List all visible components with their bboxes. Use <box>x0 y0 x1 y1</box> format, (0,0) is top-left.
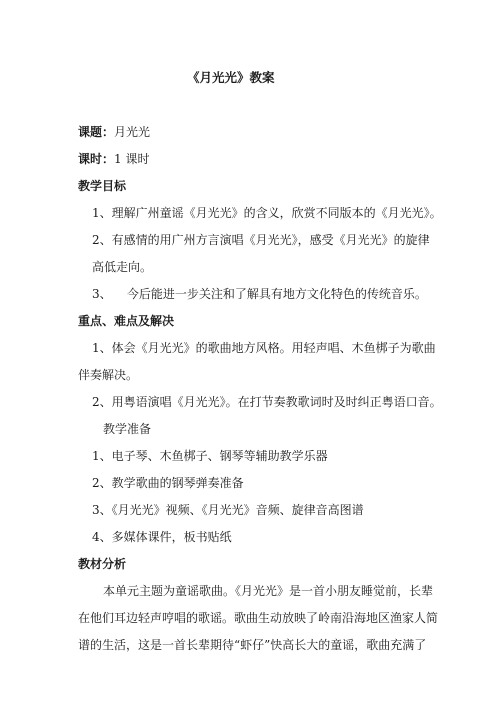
analysis-heading: 教材分析 <box>78 557 127 571</box>
lesson-hours-label: 课时： <box>78 152 115 166</box>
preparation-heading: 教学准备 <box>103 422 152 436</box>
lesson-hours-value: 1 课时 <box>114 152 150 166</box>
key-points-heading: 重点、难点及解决 <box>78 314 175 328</box>
lesson-topic-label: 课题： <box>78 125 115 139</box>
objective-item: 3、 今后能进一步关注和了解具有地方文化特色的传统音乐。 <box>92 287 427 301</box>
key-point-item: 1、体会《月光光》的歌曲地方风格。用轻声唱、木鱼梆子为歌曲 <box>92 341 436 355</box>
preparation-item: 4、多媒体课件，板书贴纸 <box>92 530 232 544</box>
analysis-paragraph-line: 谱的生活，这是一首长辈期待“虾仔”快高长大的童谣，歌曲充满了 <box>78 638 427 652</box>
analysis-paragraph-line: 在他们耳边轻声哼唱的歌谣。歌曲生动放映了岭南沿海地区渔家人简 <box>78 611 439 625</box>
lesson-topic-value: 月光光 <box>114 125 151 139</box>
key-point-item-continuation: 伴奏解决。 <box>78 368 139 382</box>
key-point-item: 2、用粤语演唱《月光光》。在打节奏教歌词时及时纠正粤语口音。 <box>92 395 442 409</box>
objective-item: 1、理解广州童谣《月光光》的含义，欣赏不同版本的《月光光》。 <box>92 206 442 220</box>
objectives-heading: 教学目标 <box>78 179 127 193</box>
lesson-hours-row <box>78 151 149 167</box>
preparation-item: 1、电子琴、木鱼梆子、钢琴等辅助教学乐器 <box>92 449 328 463</box>
objective-item: 2、有感情的用广州方言演唱《月光光》，感受《月光光》的旋律 <box>92 233 430 247</box>
document-title: 《月光光》教案 <box>187 70 275 85</box>
preparation-item: 2、教学歌曲的钢琴弹奏准备 <box>92 476 244 490</box>
lesson-topic-row <box>78 124 150 140</box>
analysis-paragraph-line: 本单元主题为童谣歌曲。《月光光》是一首小朋友睡觉前，长辈 <box>103 584 434 598</box>
preparation-item: 3、《月光光》视频、《月光光》音频、旋律音高图谱 <box>92 503 364 517</box>
objective-item-continuation: 高低走向。 <box>92 260 153 274</box>
